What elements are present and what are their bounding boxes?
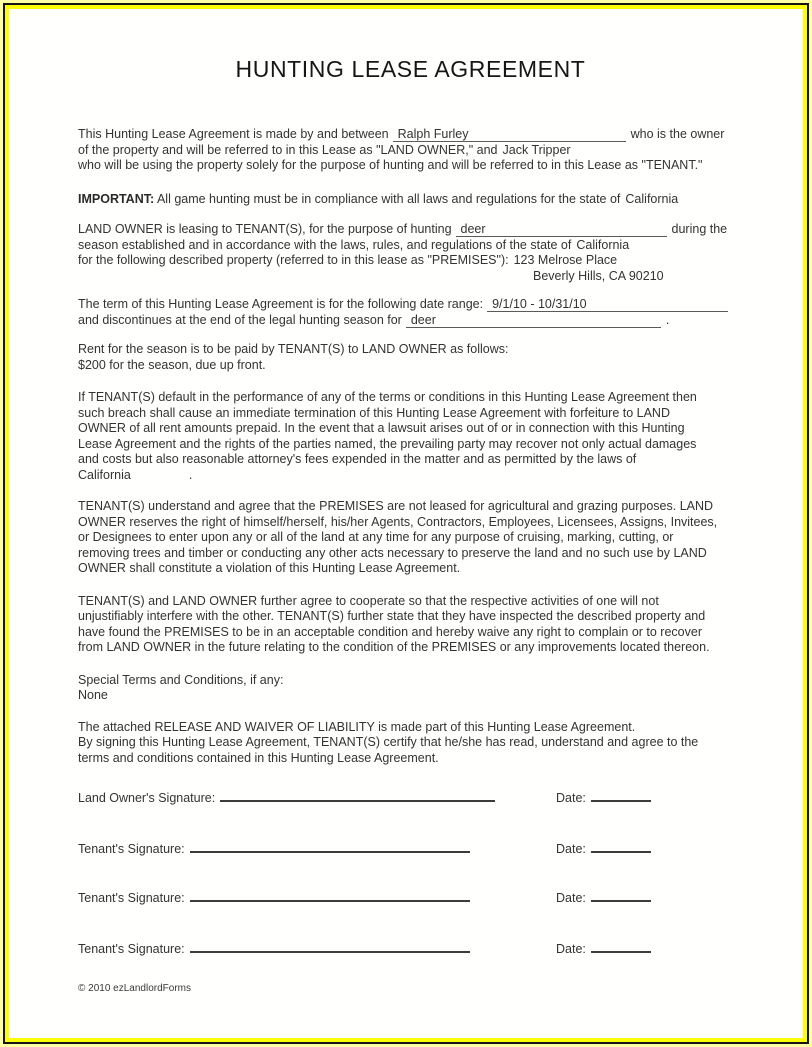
special-terms-section [78, 673, 743, 704]
landowner-signature-row [78, 789, 743, 805]
default-clause-line-1: If TENANT(S) default in the performance of any of the terms or conditions in this Hunting Lease Agreement then [78, 390, 697, 404]
date-range-field: 9/1/10 - 10/31/10 [487, 297, 728, 312]
document-title: HUNTING LEASE AGREEMENT [235, 56, 586, 82]
copyright-footer: © 2010 ezLandlordForms [78, 983, 191, 994]
leasing-paragraph [78, 222, 743, 284]
default-clause-state-field: California [78, 467, 131, 482]
tenant-signature-row-1 [78, 840, 743, 856]
landowner-name-field: Ralph Furley [393, 127, 626, 142]
game-type-field: deer [456, 222, 667, 237]
tenant-signature-line [190, 940, 470, 953]
landowner-date-line [591, 789, 651, 802]
premises-clause-paragraph [78, 499, 743, 577]
premises-clause-line-1: TENANT(S) understand and agree that the PREMISES are not leased for agricultural and grazing purposes. LAND [78, 499, 714, 513]
term-paragraph [78, 297, 743, 328]
cooperation-clause-line-4: from LAND OWNER in the future relating to the condition of the PREMISES or any improvements located thereon. [78, 640, 710, 654]
tenant-date-line [591, 889, 651, 902]
intro-line-3: who will be using the property solely for the purpose of hunting and will be referred to in this Lease as "TENANT." [78, 158, 703, 172]
release-line-2: By signing this Hunting Lease Agreement, TENANT(S) certify that he/she has read, understand and agree to the [78, 735, 699, 749]
default-clause-line-4: Lease Agreement and the rights of the parties named, the prevailing party may recover not only actual damages [78, 436, 697, 451]
leasing-line-2: season established and in accordance with the laws, rules, and regulations of the state of California [78, 237, 630, 252]
landowner-signature-label: Land Owner's Signature: [78, 791, 216, 805]
premises-clause-line-2: OWNER reserves the right of himself/herself, his/her Agents, Contractors, Employees, Licensees, Assigns, Invitees, [78, 514, 718, 529]
rent-amount-field: $200 for the season, due up front. [78, 357, 266, 372]
release-line-1: The attached RELEASE AND WAIVER OF LIABILITY is made part of this Hunting Lease Agreement. [78, 719, 636, 734]
tenant-signature-row-2 [78, 889, 743, 905]
default-clause-line-5: and costs but also reasonable attorney's fees expended in the matter and as permitted by the laws of [78, 452, 637, 466]
tenant-signature-label: Tenant's Signature: [78, 891, 185, 905]
tenant-date-block-2 [556, 889, 651, 906]
tenant-signature-label: Tenant's Signature: [78, 842, 185, 856]
default-clause-paragraph [78, 390, 743, 483]
intro-paragraph [78, 127, 743, 174]
term-line-1: The term of this Hunting Lease Agreement is for the following date range: 9/1/10 - 10/31/10 [78, 297, 743, 313]
cooperation-clause-line-1: TENANT(S) and LAND OWNER further agree to cooperate so that the respective activities of one will not [78, 593, 659, 608]
premises-clause-line-5: OWNER shall constitute a violation of this Hunting Lease Agreement. [78, 561, 461, 575]
premises-clause-line-3: or Designees to enter upon any or all of the land at any time for any purpose of cruising, marking, cutting, or [78, 530, 674, 544]
premises-address-line-1: 123 Melrose Place [513, 253, 618, 267]
premises-address-line-2: Beverly Hills, CA 90210 [533, 268, 664, 283]
tenant-signature-label: Tenant's Signature: [78, 942, 185, 956]
premises-clause-line-4: removing trees and timber or conducting any other acts necessary to preserve the land and no such use by LAND [78, 545, 707, 560]
special-terms-label: Special Terms and Conditions, if any: [78, 672, 284, 687]
important-notice: IMPORTANT: All game hunting must be in compliance with all laws and regulations for the state of California [78, 191, 679, 206]
tenant-date-block-3 [556, 940, 651, 957]
leasing-line-1: LAND OWNER is leasing to TENANT(S), for the purpose of hunting deer during the [78, 222, 728, 236]
rent-paragraph [78, 342, 743, 373]
page-frame-black [3, 3, 809, 1044]
cooperation-clause-line-3: have found the PREMISES to be in an acceptable condition and hereby waive any right to complain or to recover [78, 624, 702, 639]
tenant-signature-line [190, 889, 470, 902]
date-label: Date: [556, 942, 586, 956]
intro-line-1: This Hunting Lease Agreement is made by and between Ralph Furley who is the owner [78, 127, 725, 141]
page-frame-yellow [5, 5, 807, 1042]
tenant-date-line [591, 840, 651, 853]
cooperation-clause-line-2: unjustifiably interfere with the other. TENANT(S) further state that they have inspected the described property and [78, 609, 706, 623]
intro-line-2: of the property and will be referred to in this Lease as "LAND OWNER," and Jack Tripper [78, 142, 571, 157]
leasing-state-field: California [576, 237, 630, 252]
landowner-date-block [556, 789, 651, 806]
default-clause-line-6: California . [78, 467, 193, 482]
document-page [9, 9, 803, 1038]
date-label: Date: [556, 791, 586, 805]
rent-line-1: Rent for the season is to be paid by TENANT(S) to LAND OWNER as follows: [78, 342, 509, 356]
release-paragraph [78, 720, 743, 767]
landowner-signature-line [220, 789, 495, 802]
default-clause-line-3: OWNER of all rent amounts prepaid. In the event that a lawsuit arises out of or in connection with this Hunting [78, 421, 685, 435]
tenant-date-line [591, 940, 651, 953]
leasing-line-3: for the following described property (referred to in this lease as "PREMISES"): 123 Melrose Place [78, 253, 618, 267]
special-terms-value-field: None [78, 688, 108, 702]
important-label: IMPORTANT: [78, 191, 155, 206]
cooperation-clause-paragraph [78, 594, 743, 656]
important-state-field: California [625, 191, 679, 206]
tenant-signature-line [190, 840, 470, 853]
date-label: Date: [556, 891, 586, 905]
term-line-2: and discontinues at the end of the legal hunting season for deer . [78, 312, 670, 327]
tenant-name-field: Jack Tripper [502, 142, 571, 157]
tenant-signature-row-3 [78, 940, 743, 956]
release-line-3: terms and conditions contained in this Hunting Lease Agreement. [78, 750, 439, 765]
date-label: Date: [556, 842, 586, 856]
tenant-date-block-1 [556, 840, 651, 857]
default-clause-line-2: such breach shall cause an immediate termination of this Hunting Lease Agreement with forfeiture to LAND [78, 405, 670, 420]
leasing-line-4 [78, 269, 743, 285]
season-game-field: deer [406, 313, 661, 328]
